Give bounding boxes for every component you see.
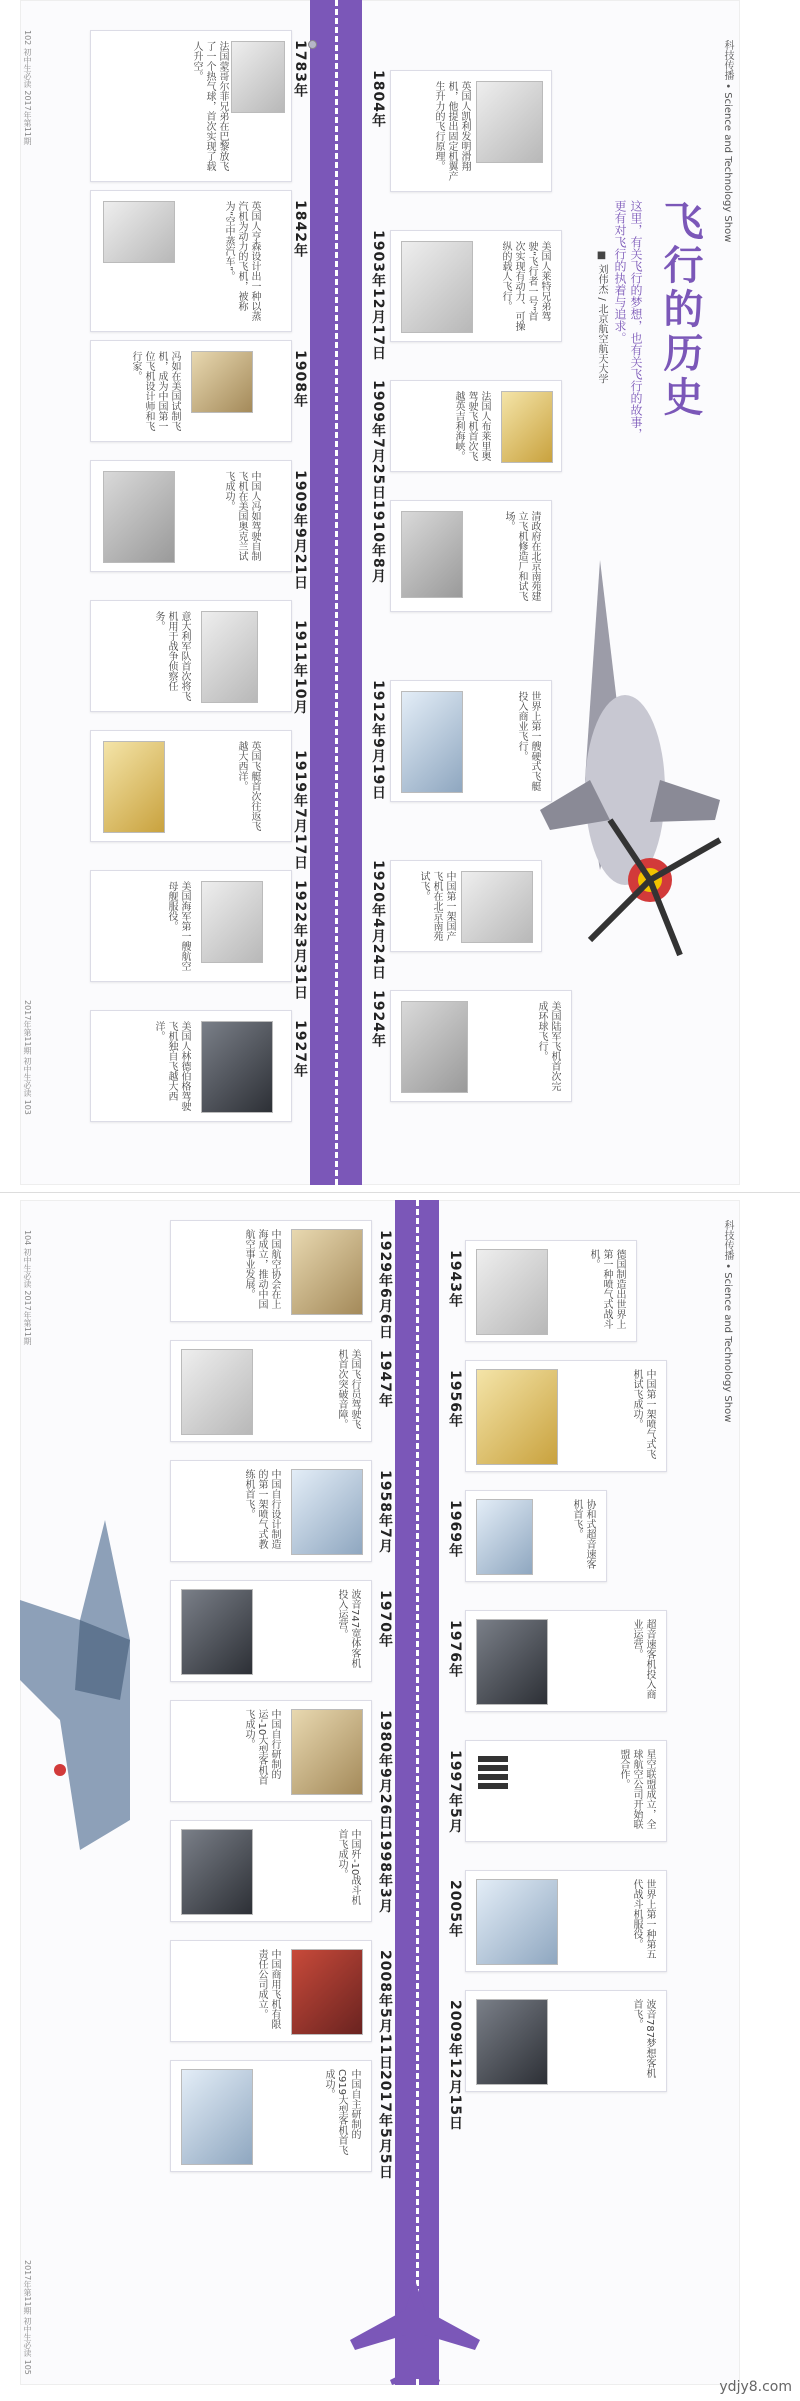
event-date-2009: 2009年12月15日 [447, 2000, 463, 2131]
event-date-1922: 1922年3月31日 [292, 880, 308, 1001]
timeline-spine [395, 1200, 439, 2385]
event-photo [291, 1949, 363, 2035]
page-1 [20, 0, 740, 1185]
event-date-1919: 1919年7月17日 [292, 750, 308, 871]
event-card-1920 [390, 860, 542, 952]
event-photo [476, 1879, 558, 1965]
event-desc: 星空联盟成立，全球航空公司开始联盟合作。 [618, 1749, 655, 1829]
timeline-node [308, 40, 317, 49]
page-number-left: 102 初中生必读 2017年第11期 [23, 30, 32, 145]
event-date-1976: 1976年 [447, 1620, 463, 1678]
event-date-1908: 1908年 [292, 350, 308, 408]
event-photo [191, 351, 253, 413]
event-date-2005: 2005年 [447, 1880, 463, 1938]
event-photo [476, 1499, 533, 1575]
event-date-1783: 1783年 [292, 40, 308, 98]
event-desc: 中国歼-10战斗机首飞成功。 [336, 1829, 360, 1906]
event-date-1909-7: 1909年7月25日 [370, 380, 386, 501]
event-photo [291, 1229, 363, 1315]
event-photo [401, 241, 473, 333]
event-desc: 中国航空协会在上海成立，推动中国航空事业发展。 [243, 1229, 280, 1309]
event-card-1922 [90, 870, 292, 982]
page-2 [20, 1200, 740, 2385]
event-card-1958 [170, 1460, 372, 1562]
event-card-1969 [465, 1490, 607, 1582]
event-card-1927 [90, 1010, 292, 1122]
spine-dash [416, 1200, 419, 2385]
event-photo [103, 471, 175, 563]
event-photo [401, 511, 463, 598]
event-desc: 冯如在美国试制飞机，成为中国第一位飞机设计师和飞行家。 [130, 351, 180, 431]
event-card-1912 [390, 680, 552, 802]
event-card-1908 [90, 340, 292, 442]
event-card-1976 [465, 1610, 667, 1712]
event-desc: 中国自行研制的运-10大型客机首飞成功。 [243, 1709, 280, 1786]
event-card-1980 [170, 1700, 372, 1802]
event-desc: 中国人冯如驾驶自制飞机在美国奥克兰试飞成功。 [223, 471, 260, 561]
event-desc: 德国制造出世界上第一种喷气式战斗机。 [588, 1249, 625, 1329]
event-photo [476, 1999, 548, 2085]
event-photo [181, 1589, 253, 1675]
event-desc: 中国商用飞机有限责任公司成立。 [256, 1949, 280, 2029]
event-date-1997: 1997年5月 [447, 1750, 463, 1834]
subtitle-line-1: 这里，有关飞行的梦想，也有关飞行的故事， [629, 200, 643, 440]
event-date-1911: 1911年10月 [292, 620, 308, 715]
event-date-1958: 1958年7月 [377, 1470, 393, 1554]
event-card-1924 [390, 990, 572, 1102]
airliner-illustration [350, 2280, 480, 2385]
event-date-1912: 1912年9月19日 [370, 680, 386, 801]
star-alliance-logo [478, 1753, 508, 1792]
event-date-1924: 1924年 [370, 990, 386, 1048]
spine-dash [335, 0, 338, 1185]
event-desc: 英国人亨森设计出一种以蒸汽机为动力的飞机，被称为“空中蒸汽车”。 [223, 201, 260, 321]
event-card-1903 [390, 230, 562, 342]
page-number-right: 2017年第11期 初中生必读 105 [23, 2260, 32, 2375]
event-desc: 中国自主研制的C919大型客机首飞成功。 [323, 2069, 360, 2156]
event-photo [103, 741, 165, 833]
event-date-1947: 1947年 [377, 1350, 393, 1408]
event-card-1919 [90, 730, 292, 842]
event-date-1929: 1929年6月6日 [377, 1230, 393, 1340]
event-photo [291, 1709, 363, 1795]
event-card-1943 [465, 1240, 637, 1342]
event-date-1980: 1980年9月26日 [377, 1710, 393, 1831]
event-card-1909-7 [390, 380, 562, 472]
event-desc: 法国蒙哥尔菲兄弟在巴黎放飞了一个热气球，首次实现了载人升空。 [191, 41, 228, 171]
event-card-1956 [465, 1360, 667, 1472]
event-photo [401, 691, 463, 793]
event-photo [476, 1619, 548, 1705]
page-number-left: 104 初中生必读 2017年第11期 [23, 1230, 32, 1345]
event-desc: 清政府在北京南苑建立飞机修造厂和试飞场。 [503, 511, 540, 601]
header-text: 科技传播 • Science and Technology Show [722, 40, 733, 243]
event-photo [231, 41, 285, 113]
event-photo [501, 391, 553, 463]
event-date-1969: 1969年 [447, 1500, 463, 1558]
event-desc: 波音747宽体客机投入运营。 [336, 1589, 360, 1669]
event-photo [401, 1001, 468, 1093]
header-text: 科技传播 • Science and Technology Show [722, 1220, 733, 1423]
page-title: 飞行的历史 [657, 200, 703, 420]
event-desc: 中国自行设计制造的第一架喷气式教练机首飞。 [243, 1469, 280, 1549]
page-number-right: 2017年第11期 初中生必读 103 [23, 1000, 32, 1115]
event-desc: 美国海军第一艘航空母舰服役。 [166, 881, 190, 971]
page-divider [0, 1192, 800, 1193]
event-date-2017: 2017年5月5日 [377, 2070, 393, 2180]
event-card-1910 [390, 500, 552, 612]
event-desc: 协和式超音速客机首飞。 [571, 1499, 595, 1569]
event-photo [181, 1349, 253, 1435]
event-photo [461, 871, 533, 943]
event-card-1911 [90, 600, 292, 712]
event-photo [201, 881, 263, 963]
event-date-1998: 1998年3月 [377, 1830, 393, 1914]
event-date-1910: 1910年8月 [370, 500, 386, 584]
event-photo [103, 201, 175, 263]
event-date-1956: 1956年 [447, 1370, 463, 1428]
event-desc: 美国陆军飞机首次完成环球飞行。 [536, 1001, 560, 1091]
event-desc: 法国人布莱里奥驾驶飞机首次飞越英吉利海峡。 [453, 391, 490, 461]
event-photo [476, 1369, 558, 1465]
event-photo [201, 1021, 273, 1113]
event-desc: 美国飞行员驾驶飞机首次突破音障。 [336, 1349, 360, 1429]
event-card-2008 [170, 1940, 372, 2042]
event-date-1909-9: 1909年9月21日 [292, 470, 308, 591]
event-card-1929 [170, 1220, 372, 1322]
event-desc: 世界上第一种第五代战斗机服役。 [631, 1879, 655, 1959]
event-card-1970 [170, 1580, 372, 1682]
event-desc: 英国人凯利发明滑翔机，他提出固定机翼产生升力的飞行原理。 [433, 81, 470, 181]
event-card-1783 [90, 30, 292, 182]
event-desc: 中国第一架国产飞机在北京南苑试飞。 [418, 871, 455, 941]
event-card-1909-9 [90, 460, 292, 572]
event-desc: 意大利军队首次将飞机用于战争侦察任务。 [153, 611, 190, 701]
event-date-1927: 1927年 [292, 1020, 308, 1078]
event-desc: 中国第一架喷气式飞机试飞成功。 [631, 1369, 655, 1459]
event-desc: 世界上第一艘硬式飞艇投入商业飞行。 [516, 691, 540, 791]
event-card-1947 [170, 1340, 372, 1442]
event-card-1998 [170, 1820, 372, 1922]
event-desc: 英国飞艇首次往返飞越大西洋。 [236, 741, 260, 831]
event-desc: 美国人林德伯格驾驶飞机独自飞越大西洋。 [153, 1021, 190, 1111]
event-date-2008: 2008年5月11日 [377, 1950, 393, 2071]
event-date-1903: 1903年12月17日 [370, 230, 386, 361]
event-date-1804: 1804年 [370, 70, 386, 128]
event-date-1943: 1943年 [447, 1250, 463, 1308]
jet-fighter-illustration [20, 1520, 140, 1850]
byline: ■ 刘伟杰 / 北京航空航天大学 [596, 250, 607, 384]
event-photo [181, 2069, 253, 2165]
event-date-1970: 1970年 [377, 1590, 393, 1648]
event-date-1920: 1920年4月24日 [370, 860, 386, 981]
event-desc: 美国人莱特兄弟驾驶“飞行者一号”首次实现有动力、可操纵的载人飞行。 [500, 241, 550, 331]
subtitle-line-2: 更有对飞行的执着与追求。 [613, 200, 627, 344]
event-photo [476, 1249, 548, 1335]
event-card-2005 [465, 1870, 667, 1972]
event-card-2009 [465, 1990, 667, 2092]
event-desc: 超音速客机投入商业运营。 [631, 1619, 655, 1699]
event-card-1997 [465, 1740, 667, 1842]
propeller-plane-illustration [530, 540, 730, 960]
event-photo [201, 611, 258, 703]
event-photo [181, 1829, 253, 1915]
event-photo [291, 1469, 363, 1555]
event-card-2017 [170, 2060, 372, 2172]
event-photo [476, 81, 543, 163]
event-desc: 波音787梦想客机首飞。 [631, 1999, 655, 2079]
event-card-1804 [390, 70, 552, 192]
event-date-1842: 1842年 [292, 200, 308, 258]
watermark: ydjy8.com [719, 2379, 792, 2395]
event-card-1842 [90, 190, 292, 332]
timeline-spine [310, 0, 362, 1185]
